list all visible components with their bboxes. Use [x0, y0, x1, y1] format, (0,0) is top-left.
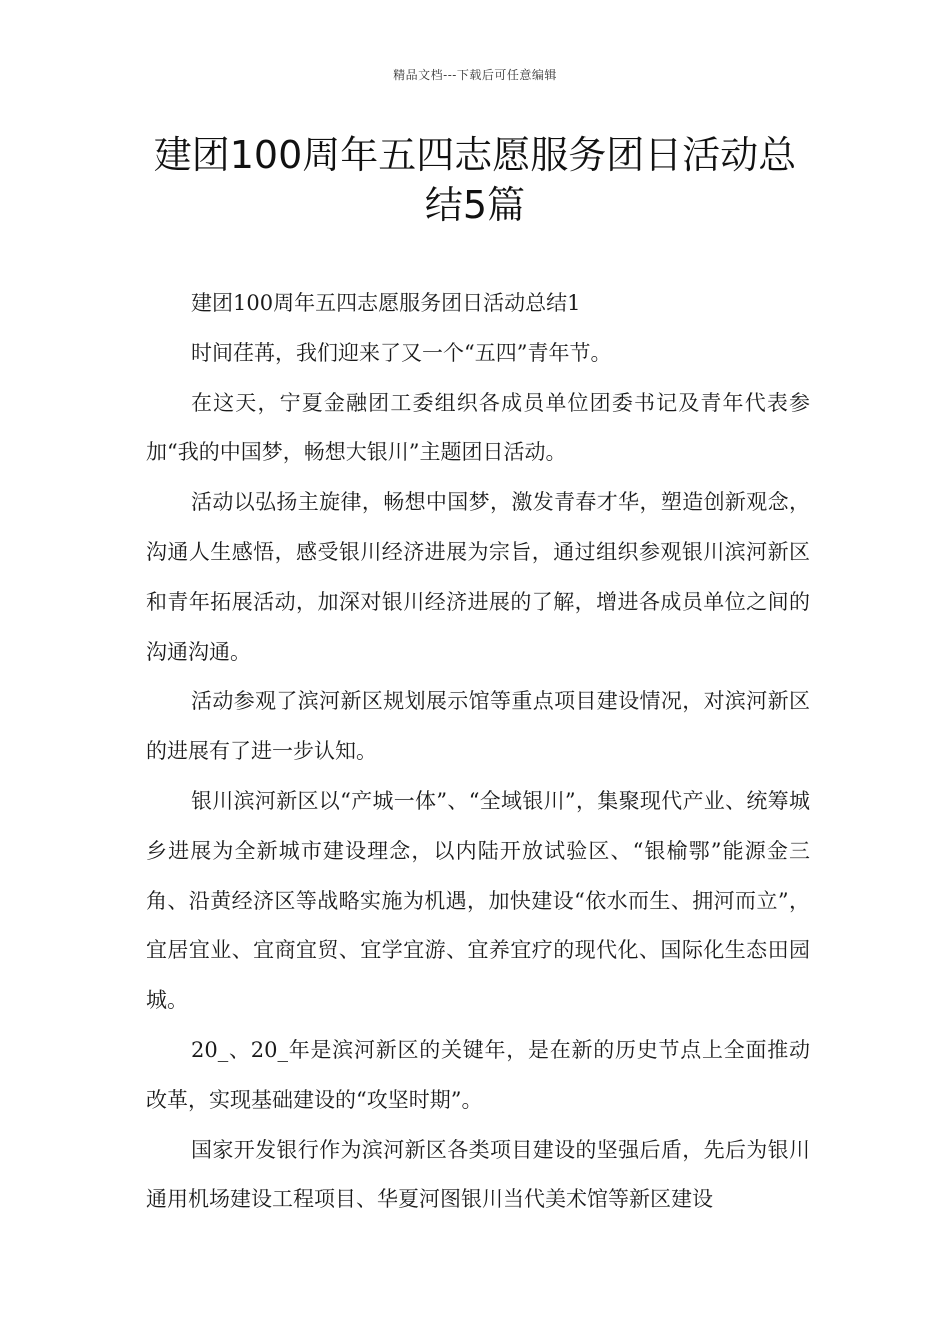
paragraph: 活动参观了滨河新区规划展示馆等重点项目建设情况，对滨河新区的进展有了进一步认知。 — [146, 689, 810, 764]
title-line-2: 结5篇 — [424, 183, 526, 227]
paragraph: 时间荏苒，我们迎来了又一个“五四”青年节。 — [191, 340, 612, 365]
document-title — [130, 130, 820, 230]
document-body — [146, 279, 810, 1225]
paragraph: 银川滨河新区以“产城一体”、“全域银川”，集聚现代产业、统筹城乡进展为全新城市建设理念，以内陆开放试验区、“银榆鄂”能源金三角、沿黄经济区等战略实施为机遇，加快建设“依水而生、拥河而立”，宜居宜业、宜商宜贸、宜学宜游、宜养宜疗的现代化、国际化生态田园城。 — [146, 788, 810, 1013]
section-heading: 建团100周年五四志愿服务团日活动总结1 — [191, 291, 581, 315]
paragraph: 20_、20_年是滨河新区的关键年，是在新的历史节点上全面推动改革，实现基础建设的“攻坚时期”。 — [146, 1037, 810, 1112]
paragraph: 活动以弘扬主旋律，畅想中国梦，激发青春才华，塑造创新观念，沟通人生感悟，感受银川经济进展为宗旨，通过组织参观银川滨河新区和青年拓展活动，加深对银川经济进展的了解，增进各成员单位之间的沟通沟通。 — [146, 490, 810, 664]
paragraph: 国家开发银行作为滨河新区各类项目建设的坚强后盾，先后为银川通用机场建设工程项目、华夏河图银川当代美术馆等新区建设 — [146, 1137, 810, 1212]
title-line-1: 建团100周年五四志愿服务团日活动总 — [153, 133, 797, 177]
paragraph: 在这天，宁夏金融团工委组织各成员单位团委书记及青年代表参加“我的中国梦，畅想大银川”主题团日活动。 — [146, 390, 810, 465]
page-header: 精品文档---下载后可任意编辑 — [393, 68, 557, 82]
